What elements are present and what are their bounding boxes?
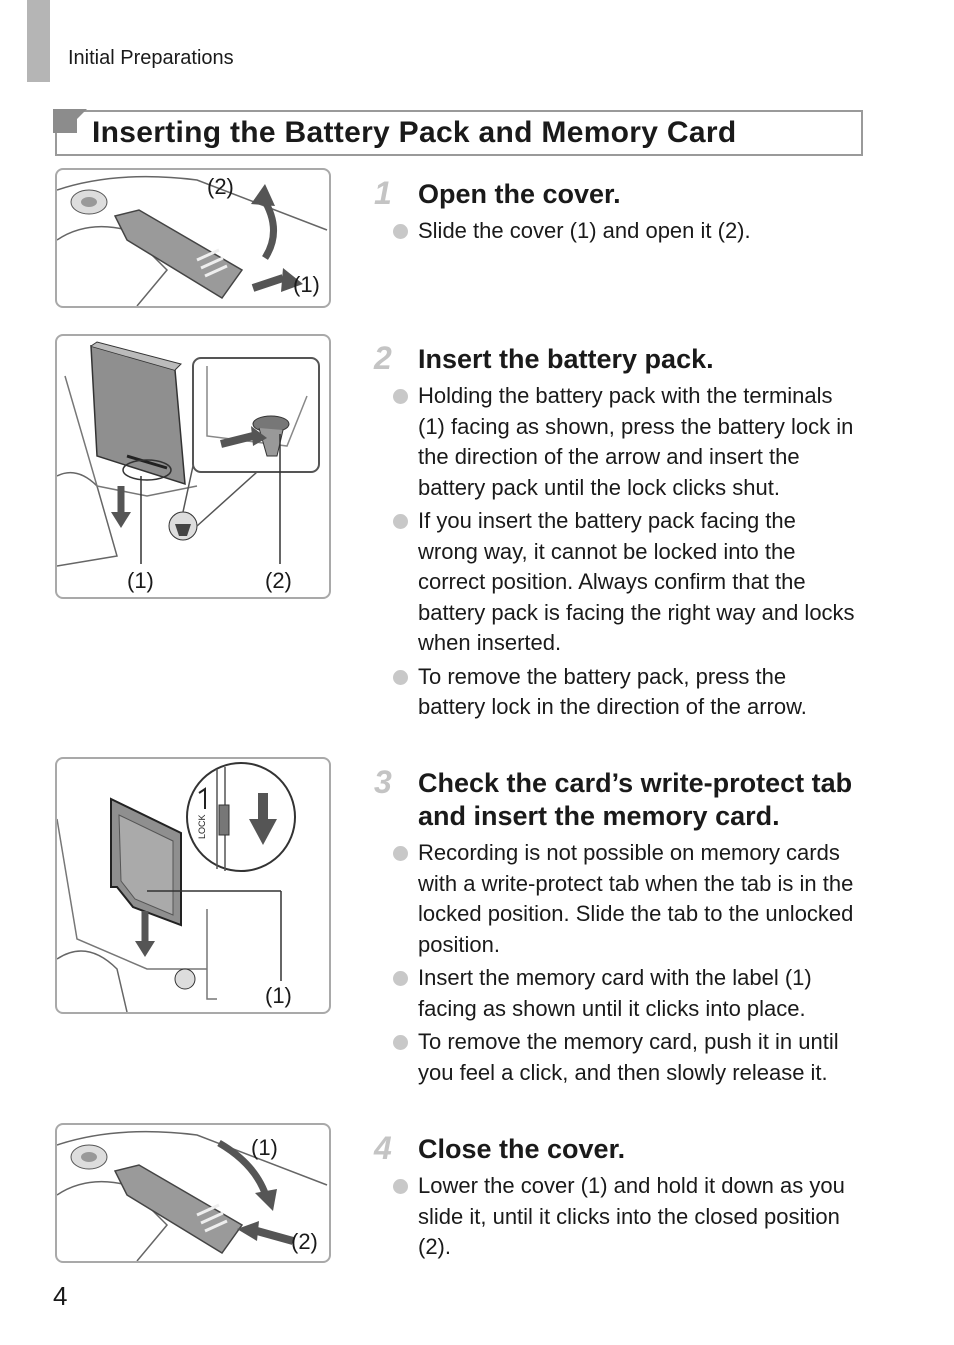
figure-close-cover bbox=[55, 1123, 331, 1263]
bullet-item: Insert the memory card with the label (1) facing as shown until it clicks into place. bbox=[418, 963, 858, 1024]
step-number: 1 bbox=[374, 175, 392, 211]
bullet-list bbox=[418, 838, 858, 1091]
bullet-item: To remove the battery pack, press the battery lock in the direction of the arrow. bbox=[418, 662, 858, 723]
bullet-item: Holding the battery pack with the terminals (1) facing as shown, press the battery lock in the direction of the arrow and insert the battery pack until the lock clicks shut. bbox=[418, 381, 858, 503]
figure-caption: (1) bbox=[127, 568, 154, 593]
bullet-item: To remove the memory card, push it in until you feel a click, and then slowly release it. bbox=[418, 1027, 858, 1088]
figure-caption: (1) bbox=[293, 272, 320, 297]
step-title: Open the cover. bbox=[418, 179, 621, 209]
figure-caption: (1) bbox=[265, 983, 292, 1008]
step-number: 2 bbox=[374, 340, 392, 376]
bullet-item: Recording is not possible on memory cards with a write-protect tab when the tab is in the locked position. Slide the tab to the unlocked position. bbox=[418, 838, 858, 960]
side-tab-marker bbox=[27, 0, 50, 82]
bullet-list bbox=[418, 216, 858, 250]
step-title: Insert the battery pack. bbox=[418, 344, 714, 374]
step-number: 3 bbox=[374, 764, 392, 800]
bullet-item: Lower the cover (1) and hold it down as you slide it, until it clicks into the closed position (2). bbox=[418, 1171, 858, 1263]
figure-open-cover bbox=[55, 168, 331, 308]
figure-insert-battery bbox=[55, 334, 331, 599]
figure-caption: (1) bbox=[251, 1135, 278, 1160]
step-title: Close the cover. bbox=[418, 1134, 626, 1164]
page-number: 4 bbox=[53, 1281, 68, 1311]
bullet-item: If you insert the battery pack facing the wrong way, it cannot be locked into the correct position. Always confirm that the battery pack is facing the right way and locks when inserted. bbox=[418, 506, 858, 659]
step-number: 4 bbox=[374, 1130, 392, 1166]
step-title: Check the card’s write-protect tab and insert the memory card. bbox=[418, 768, 853, 831]
page-title: Inserting the Battery Pack and Memory Card bbox=[92, 116, 737, 149]
figure-caption: (2) bbox=[291, 1229, 318, 1254]
section-label: Initial Preparations bbox=[68, 47, 234, 69]
bullet-list bbox=[418, 1171, 858, 1266]
figure-caption: (2) bbox=[207, 174, 234, 199]
figure-insert-memory-card bbox=[55, 757, 331, 1014]
lock-label: LOCK bbox=[197, 814, 207, 839]
title-square-marker bbox=[53, 109, 77, 133]
figure-caption: (2) bbox=[265, 568, 292, 593]
title-corner-marker bbox=[77, 109, 87, 119]
bullet-item: Slide the cover (1) and open it (2). bbox=[418, 216, 858, 247]
bullet-list bbox=[418, 381, 858, 726]
